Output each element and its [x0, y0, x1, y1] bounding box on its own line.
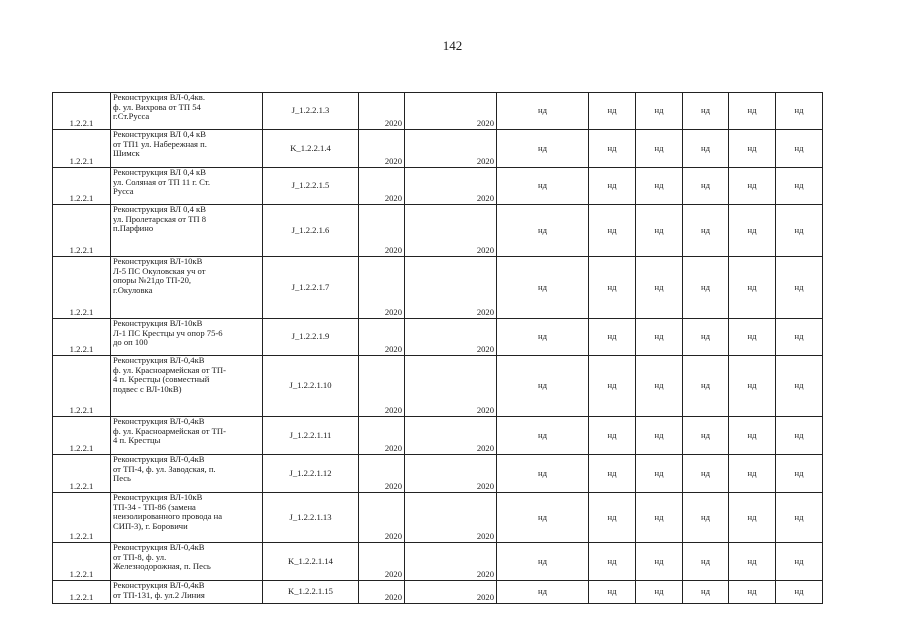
- year-end: 2020: [405, 543, 497, 581]
- table-body: [53, 93, 823, 604]
- table-row: [53, 93, 823, 130]
- value-cell: нд: [776, 356, 823, 417]
- year-end: 2020: [405, 168, 497, 205]
- year-end: 2020: [405, 130, 497, 168]
- item-code: 1.2.2.1: [53, 205, 111, 257]
- item-code: 1.2.2.1: [53, 356, 111, 417]
- project-id: J_1.2.2.1.5: [263, 168, 359, 205]
- value-cell: нд: [729, 417, 776, 455]
- value-cell: нд: [589, 130, 636, 168]
- value-cell: нд: [776, 581, 823, 604]
- table-row: [53, 455, 823, 493]
- value-cell: нд: [683, 257, 729, 319]
- value-cell: нд: [636, 356, 683, 417]
- project-name: Реконструкция ВЛ-10кВ Л-5 ПС Окуловская уч от опоры №21до ТП-20, г.Окуловка: [111, 257, 263, 319]
- item-code: 1.2.2.1: [53, 543, 111, 581]
- value-cell: нд: [636, 319, 683, 356]
- value-cell: нд: [683, 417, 729, 455]
- value-cell: нд: [497, 581, 589, 604]
- value-cell: нд: [776, 130, 823, 168]
- value-cell: нд: [683, 168, 729, 205]
- value-cell: нд: [729, 168, 776, 205]
- value-cell: нд: [776, 455, 823, 493]
- year-start: 2020: [359, 356, 405, 417]
- value-cell: нд: [776, 493, 823, 543]
- value-cell: нд: [497, 543, 589, 581]
- year-start: 2020: [359, 455, 405, 493]
- project-id: J_1.2.2.1.9: [263, 319, 359, 356]
- project-name: Реконструкция ВЛ-0,4кВ от ТП-8, ф. ул. Железнодорожная, п. Песь: [111, 543, 263, 581]
- value-cell: нд: [729, 257, 776, 319]
- year-start: 2020: [359, 493, 405, 543]
- project-name: Реконструкция ВЛ-0,4кВ от ТП-4, ф. ул. Заводская, п. Песь: [111, 455, 263, 493]
- table-row: [53, 130, 823, 168]
- value-cell: нд: [589, 543, 636, 581]
- project-name: Реконструкция ВЛ-0,4кВ ф. ул. Красноармейская от ТП- 4 п. Крестцы (совместный подвес с ВЛ-10кВ): [111, 356, 263, 417]
- year-end: 2020: [405, 581, 497, 604]
- value-cell: нд: [636, 168, 683, 205]
- project-name: Реконструкция ВЛ 0,4 кВ ул. Соляная от ТП 11 г. Ст. Русса: [111, 168, 263, 205]
- value-cell: нд: [497, 130, 589, 168]
- value-cell: нд: [683, 493, 729, 543]
- value-cell: нд: [776, 543, 823, 581]
- value-cell: нд: [636, 257, 683, 319]
- value-cell: нд: [589, 455, 636, 493]
- value-cell: нд: [729, 455, 776, 493]
- project-id: K_1.2.2.1.4: [263, 130, 359, 168]
- value-cell: нд: [683, 356, 729, 417]
- value-cell: нд: [589, 93, 636, 130]
- value-cell: нд: [636, 455, 683, 493]
- item-code: 1.2.2.1: [53, 93, 111, 130]
- item-code: 1.2.2.1: [53, 493, 111, 543]
- value-cell: нд: [589, 493, 636, 543]
- table-row: [53, 319, 823, 356]
- project-id: J_1.2.2.1.13: [263, 493, 359, 543]
- value-cell: нд: [589, 417, 636, 455]
- value-cell: нд: [776, 257, 823, 319]
- year-end: 2020: [405, 319, 497, 356]
- project-id: J_1.2.2.1.3: [263, 93, 359, 130]
- table-row: [53, 543, 823, 581]
- value-cell: нд: [497, 93, 589, 130]
- value-cell: нд: [729, 205, 776, 257]
- item-code: 1.2.2.1: [53, 455, 111, 493]
- value-cell: нд: [729, 493, 776, 543]
- table-row: [53, 581, 823, 604]
- value-cell: нд: [729, 130, 776, 168]
- value-cell: нд: [589, 319, 636, 356]
- project-id: J_1.2.2.1.7: [263, 257, 359, 319]
- item-code: 1.2.2.1: [53, 417, 111, 455]
- value-cell: нд: [636, 130, 683, 168]
- value-cell: нд: [683, 205, 729, 257]
- value-cell: нд: [589, 581, 636, 604]
- value-cell: нд: [683, 130, 729, 168]
- year-start: 2020: [359, 168, 405, 205]
- value-cell: нд: [589, 205, 636, 257]
- project-name: Реконструкция ВЛ-0,4кв. ф. ул. Вихрова от ТП 54 г.Ст.Русса: [111, 93, 263, 130]
- value-cell: нд: [683, 319, 729, 356]
- value-cell: нд: [636, 417, 683, 455]
- year-end: 2020: [405, 205, 497, 257]
- table-row: [53, 168, 823, 205]
- project-name: Реконструкция ВЛ-0,4кВ от ТП-131, ф. ул.2 Линия: [111, 581, 263, 604]
- value-cell: нд: [636, 205, 683, 257]
- item-code: 1.2.2.1: [53, 319, 111, 356]
- project-id: K_1.2.2.1.14: [263, 543, 359, 581]
- year-end: 2020: [405, 455, 497, 493]
- value-cell: нд: [589, 168, 636, 205]
- value-cell: нд: [636, 543, 683, 581]
- year-start: 2020: [359, 205, 405, 257]
- value-cell: нд: [683, 581, 729, 604]
- item-code: 1.2.2.1: [53, 257, 111, 319]
- year-end: 2020: [405, 93, 497, 130]
- project-id: K_1.2.2.1.15: [263, 581, 359, 604]
- project-id: J_1.2.2.1.6: [263, 205, 359, 257]
- project-name: Реконструкция ВЛ 0,4 кВ от ТП1 ул. Набережная п. Шимск: [111, 130, 263, 168]
- year-start: 2020: [359, 130, 405, 168]
- project-id: J_1.2.2.1.10: [263, 356, 359, 417]
- project-id: J_1.2.2.1.12: [263, 455, 359, 493]
- project-name: Реконструкция ВЛ-10кВ ТП-34 - ТП-86 (замена неизолированного провода на СИП-3), г. Боровичи: [111, 493, 263, 543]
- project-id: J_1.2.2.1.11: [263, 417, 359, 455]
- year-start: 2020: [359, 319, 405, 356]
- value-cell: нд: [729, 543, 776, 581]
- table-row: [53, 257, 823, 319]
- table-row: [53, 417, 823, 455]
- value-cell: нд: [497, 356, 589, 417]
- value-cell: нд: [589, 257, 636, 319]
- year-end: 2020: [405, 257, 497, 319]
- value-cell: нд: [636, 493, 683, 543]
- value-cell: нд: [497, 493, 589, 543]
- page-number: 142: [442, 38, 463, 53]
- item-code: 1.2.2.1: [53, 581, 111, 604]
- value-cell: нд: [636, 93, 683, 130]
- value-cell: нд: [776, 168, 823, 205]
- table-row: [53, 493, 823, 543]
- year-start: 2020: [359, 93, 405, 130]
- value-cell: нд: [776, 205, 823, 257]
- value-cell: нд: [683, 455, 729, 493]
- value-cell: нд: [776, 417, 823, 455]
- item-code: 1.2.2.1: [53, 130, 111, 168]
- project-name: Реконструкция ВЛ 0,4 кВ ул. Пролетарская от ТП 8 п.Парфино: [111, 205, 263, 257]
- value-cell: нд: [776, 319, 823, 356]
- year-start: 2020: [359, 543, 405, 581]
- value-cell: нд: [636, 581, 683, 604]
- project-name: Реконструкция ВЛ-0,4кВ ф. ул. Красноармейская от ТП- 4 п. Крестцы: [111, 417, 263, 455]
- value-cell: нд: [497, 417, 589, 455]
- value-cell: нд: [497, 168, 589, 205]
- project-name: Реконструкция ВЛ-10кВ Л-1 ПС Крестцы уч опор 75-6 до оп 100: [111, 319, 263, 356]
- value-cell: нд: [729, 581, 776, 604]
- year-start: 2020: [359, 257, 405, 319]
- year-start: 2020: [359, 417, 405, 455]
- value-cell: нд: [729, 93, 776, 130]
- year-end: 2020: [405, 493, 497, 543]
- value-cell: нд: [497, 455, 589, 493]
- value-cell: нд: [729, 319, 776, 356]
- value-cell: нд: [683, 93, 729, 130]
- value-cell: нд: [729, 356, 776, 417]
- investment-projects-table: [52, 92, 823, 604]
- value-cell: нд: [683, 543, 729, 581]
- value-cell: нд: [497, 319, 589, 356]
- year-end: 2020: [405, 356, 497, 417]
- year-start: 2020: [359, 581, 405, 604]
- item-code: 1.2.2.1: [53, 168, 111, 205]
- table-row: [53, 205, 823, 257]
- value-cell: нд: [497, 205, 589, 257]
- value-cell: нд: [589, 356, 636, 417]
- table-row: [53, 356, 823, 417]
- year-end: 2020: [405, 417, 497, 455]
- value-cell: нд: [776, 93, 823, 130]
- value-cell: нд: [497, 257, 589, 319]
